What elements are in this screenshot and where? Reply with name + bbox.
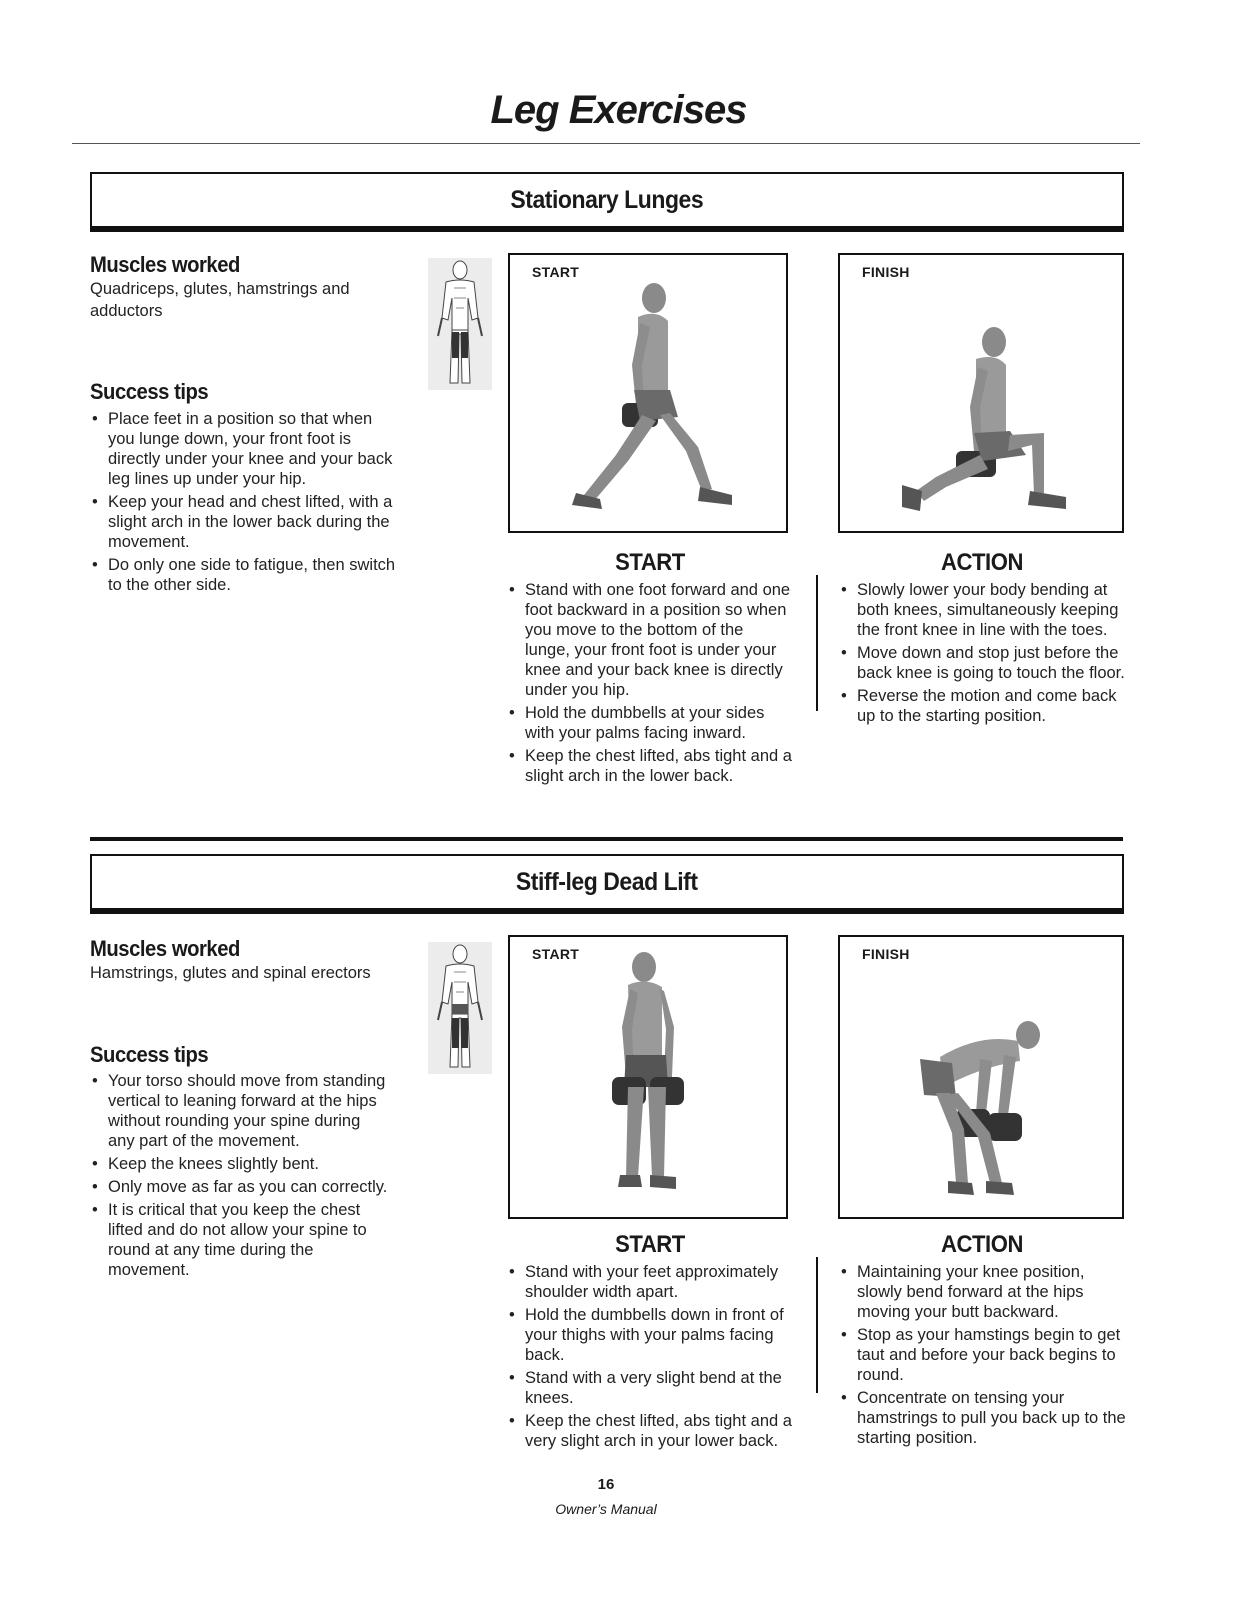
muscles-worked-text: Quadriceps, glutes, hamstrings and adductors	[90, 280, 350, 320]
list-item: • Keep the knees slightly bent.	[91, 1154, 391, 1174]
start-heading: START	[615, 549, 685, 576]
page-title: Leg Exercises	[490, 88, 747, 132]
start-heading: START	[615, 1231, 685, 1258]
lunge-start-photo	[510, 255, 786, 531]
list-item: • Move down and stop just before the back knee is going to touch the floor.	[840, 643, 1126, 683]
action-steps-list	[840, 580, 1126, 729]
list-item: • Hold the dumbbells at your sides with your palms facing inward.	[508, 703, 792, 743]
finish-figure-lunges	[838, 253, 1124, 533]
list-item: • Stop as your hamstings begin to get taut and before your back begins to round.	[840, 1325, 1130, 1385]
column-divider	[816, 1257, 818, 1393]
list-item: • Your torso should move from standing vertical to leaning forward at the hips without rounding your spine during any part of the movement.	[91, 1071, 391, 1151]
section-title: Stiff-leg Dead Lift	[516, 867, 698, 896]
section-title: Stationary Lunges	[510, 185, 704, 214]
start-figure-deadlift	[508, 935, 788, 1219]
list-item: • Only move as far as you can correctly.	[91, 1177, 391, 1197]
title-rule	[72, 143, 1140, 144]
start-figure-label: START	[532, 264, 580, 280]
deadlift-start-photo	[510, 937, 786, 1217]
action-heading: ACTION	[941, 1231, 1023, 1258]
muscles-worked-heading: Muscles worked	[90, 252, 240, 277]
start-steps-list	[508, 1262, 808, 1454]
success-tips-list	[91, 1071, 391, 1283]
list-item: • Keep the chest lifted, abs tight and a very slight arch in your lower back.	[508, 1411, 808, 1451]
list-item: • Slowly lower your body bending at both knees, simultaneously keeping the front knee in line with the toes.	[840, 580, 1126, 640]
muscles-worked-text: Hamstrings, glutes and spinal erectors	[90, 964, 371, 982]
section-header-lunges	[90, 172, 1124, 232]
start-figure-lunges	[508, 253, 788, 533]
list-item: • Reverse the motion and come back up to the starting position.	[840, 686, 1126, 726]
success-tips-heading: Success tips	[90, 379, 209, 404]
list-item: • Keep the chest lifted, abs tight and a slight arch in the lower back.	[508, 746, 792, 786]
lunge-finish-photo	[840, 255, 1122, 531]
muscle-anatomy-icon	[428, 258, 492, 390]
list-item: • Do only one side to fatigue, then switch to the other side.	[91, 555, 403, 595]
list-item: • Stand with one foot forward and one foot backward in a position so when you move to the bottom of the lunge, your front foot is under your knee and your back knee is directly under you hip.	[508, 580, 792, 700]
list-item: • Concentrate on tensing your hamstrings to pull you back up to the starting position.	[840, 1388, 1130, 1448]
list-item: • Place feet in a position so that when you lunge down, your front foot is directly under your knee and your back leg lines up under your hip.	[91, 409, 403, 489]
start-steps-list	[508, 580, 792, 789]
muscles-worked-heading: Muscles worked	[90, 936, 240, 961]
section-divider	[90, 837, 1123, 841]
list-item: • Stand with your feet approximately shoulder width apart.	[508, 1262, 808, 1302]
column-divider	[816, 575, 818, 711]
finish-figure-label: FINISH	[862, 264, 910, 280]
list-item: • Keep your head and chest lifted, with a slight arch in the lower back during the movement.	[91, 492, 403, 552]
list-item: • It is critical that you keep the chest lifted and do not allow your spine to round at any time during the movement.	[91, 1200, 391, 1280]
action-heading: ACTION	[941, 549, 1023, 576]
page-number: 16	[597, 1476, 615, 1493]
start-figure-label: START	[532, 946, 580, 962]
deadlift-finish-photo	[840, 937, 1122, 1217]
section-header-deadlift	[90, 854, 1124, 914]
finish-figure-deadlift	[838, 935, 1124, 1219]
list-item: • Stand with a very slight bend at the knees.	[508, 1368, 808, 1408]
list-item: • Hold the dumbbells down in front of your thighs with your palms facing back.	[508, 1305, 808, 1365]
list-item: • Maintaining your knee position, slowly bend forward at the hips moving your butt backward.	[840, 1262, 1130, 1322]
action-steps-list	[840, 1262, 1130, 1451]
muscle-anatomy-icon	[428, 942, 492, 1074]
footer-text: Owner’s Manual	[555, 1501, 657, 1517]
success-tips-list	[91, 409, 403, 598]
finish-figure-label: FINISH	[862, 946, 910, 962]
success-tips-heading: Success tips	[90, 1042, 209, 1067]
